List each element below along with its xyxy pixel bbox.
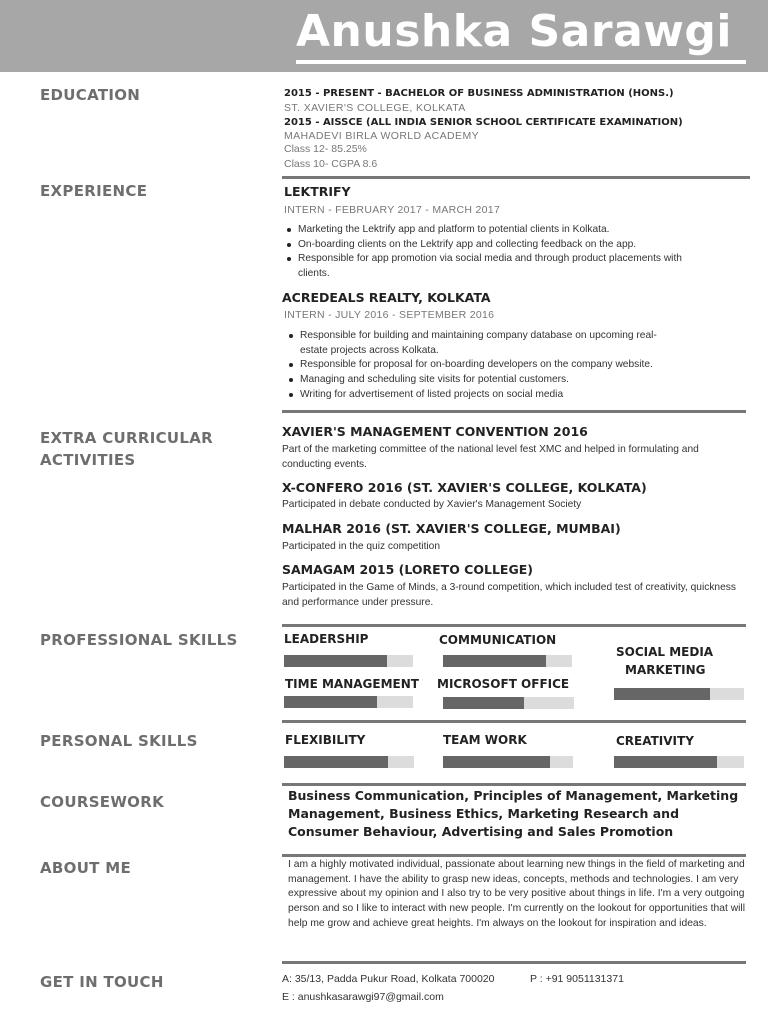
skill-bar bbox=[284, 756, 414, 768]
skill-bar bbox=[443, 697, 574, 709]
activity-description: Part of the marketing committee of the national level fest XMC and helped in formulating and conducting events. bbox=[282, 444, 699, 470]
candidate-name: Anushka Sarawgi bbox=[296, 6, 732, 57]
skill-bar bbox=[284, 696, 413, 708]
list-item: Managing and scheduling site visits for potential customers. bbox=[286, 373, 746, 388]
section-divider bbox=[282, 410, 746, 413]
skill-bar bbox=[443, 655, 572, 667]
skill-label: TIME MANAGEMENT bbox=[285, 677, 419, 691]
skill-bar-fill bbox=[284, 756, 388, 768]
section-title-education: EDUCATION bbox=[40, 86, 141, 104]
list-item: Marketing the Lektrify app and platform to potential clients in Kolkata. bbox=[284, 223, 744, 238]
section-divider bbox=[282, 624, 746, 627]
skill-label: CREATIVITY bbox=[616, 734, 694, 748]
skill-bar-fill bbox=[614, 688, 710, 700]
skill-bar-fill bbox=[284, 655, 387, 667]
coursework-list: Business Communication, Principles of Management, Marketing Management, Business Ethics, Marketing Research and Consumer Behaviour, Advertising and Sales Promotion bbox=[288, 788, 739, 839]
skill-label: MARKETING bbox=[625, 663, 706, 677]
skill-bar bbox=[284, 655, 413, 667]
about-me-text: I am a highly motivated individual, passionate about learning new things in the field of marketing and management. I have the ability to grasp new ideas, concepts, methods and technologies. I am very expressive about my opinion and I also try to be very positive about things in life. I'm a very outgoing person and so I like to interact with new people. I'm currently on the lookout for opportunities that will help me grow and achieve great heights. I'm always on the lookout for inspiration and ideas. bbox=[288, 859, 745, 929]
skill-label: FLEXIBILITY bbox=[285, 733, 366, 747]
education-score: Class 12- 85.25% bbox=[284, 143, 367, 155]
skill-label: MICROSOFT OFFICE bbox=[437, 677, 570, 691]
skill-label: TEAM WORK bbox=[443, 733, 527, 747]
section-title-about-me: ABOUT ME bbox=[40, 859, 132, 877]
skill-label: SOCIAL MEDIA bbox=[616, 645, 714, 659]
list-item: Responsible for building and maintaining company database on upcoming real- bbox=[286, 329, 746, 344]
section-divider bbox=[282, 961, 746, 964]
list-item: On-boarding clients on the Lektrify app and collecting feedback on the app. bbox=[284, 238, 744, 253]
activity-title: SAMAGAM 2015 (LORETO COLLEGE) bbox=[282, 562, 533, 577]
education-degree: 2015 - AISSCE (ALL INDIA SENIOR SCHOOL CERTIFICATE EXAMINATION) bbox=[284, 117, 683, 128]
skill-bar-fill bbox=[284, 696, 377, 708]
skill-bar-fill bbox=[443, 697, 524, 709]
list-item: Responsible for proposal for on-boarding developers on the company website. bbox=[286, 358, 746, 373]
skill-bar bbox=[614, 756, 744, 768]
section-title-experience: EXPERIENCE bbox=[40, 182, 148, 200]
section-title-get-in-touch: GET IN TOUCH bbox=[40, 973, 164, 991]
section-divider bbox=[282, 176, 750, 179]
section-divider bbox=[282, 720, 746, 723]
education-school: MAHADEVI BIRLA WORLD ACADEMY bbox=[284, 130, 479, 142]
skill-label: LEADERSHIP bbox=[284, 632, 369, 646]
activity-title: X-CONFERO 2016 (ST. XAVIER'S COLLEGE, KOLKATA) bbox=[282, 480, 647, 495]
skill-bar bbox=[614, 688, 744, 700]
section-title-professional-skills: PROFESSIONAL SKILLS bbox=[40, 631, 238, 649]
skill-bar-fill bbox=[443, 655, 546, 667]
education-degree: 2015 - PRESENT - BACHELOR OF BUSINESS ADMINISTRATION (HONS.) bbox=[284, 88, 674, 99]
skill-bar bbox=[443, 756, 573, 768]
contact-address: A: 35/13, Padda Pukur Road, Kolkata 700020 bbox=[282, 973, 495, 985]
skill-bar-fill bbox=[443, 756, 550, 768]
experience-bullets bbox=[284, 223, 744, 282]
experience-role: INTERN - JULY 2016 - SEPTEMBER 2016 bbox=[284, 309, 495, 321]
section-title-line: EXTRA CURRICULAR bbox=[40, 429, 214, 447]
experience-bullets bbox=[286, 329, 746, 403]
list-item-continued: clients. bbox=[298, 268, 330, 280]
list-item: Responsible for app promotion via social media and through product placements with bbox=[284, 252, 744, 267]
experience-company: LEKTRIFY bbox=[284, 184, 351, 199]
name-underline bbox=[296, 60, 746, 64]
skill-bar-fill bbox=[614, 756, 717, 768]
list-item: Writing for advertisement of listed projects on social media bbox=[286, 388, 746, 403]
activity-description: Participated in the Game of Minds, a 3-round competition, which included test of creativity, quickness and performance under pressure. bbox=[282, 582, 736, 608]
contact-phone: P : +91 9051131371 bbox=[530, 973, 624, 985]
activity-title: MALHAR 2016 (ST. XAVIER'S COLLEGE, MUMBAI) bbox=[282, 521, 621, 536]
section-title-personal-skills: PERSONAL SKILLS bbox=[40, 732, 198, 750]
skill-label: COMMUNICATION bbox=[439, 633, 557, 647]
section-divider bbox=[282, 783, 746, 786]
education-school: ST. XAVIER'S COLLEGE, KOLKATA bbox=[284, 102, 466, 114]
activity-description: Participated in the quiz competition bbox=[282, 541, 440, 552]
experience-role: INTERN - FEBRUARY 2017 - MARCH 2017 bbox=[284, 204, 501, 216]
experience-company: ACREDEALS REALTY, KOLKATA bbox=[282, 290, 491, 305]
activity-title: XAVIER'S MANAGEMENT CONVENTION 2016 bbox=[282, 424, 588, 439]
activity-description: Participated in debate conducted by Xavier's Management Society bbox=[282, 499, 582, 510]
list-item-continued: estate projects across Kolkata. bbox=[300, 344, 439, 356]
section-divider bbox=[282, 854, 746, 857]
education-score: Class 10- CGPA 8.6 bbox=[284, 158, 378, 170]
contact-email: E : anushkasarawgi97@gmail.com bbox=[282, 991, 444, 1003]
section-title-coursework: COURSEWORK bbox=[40, 793, 165, 811]
section-title-line: ACTIVITIES bbox=[40, 451, 136, 469]
section-title-extra-curricular bbox=[40, 427, 213, 471]
